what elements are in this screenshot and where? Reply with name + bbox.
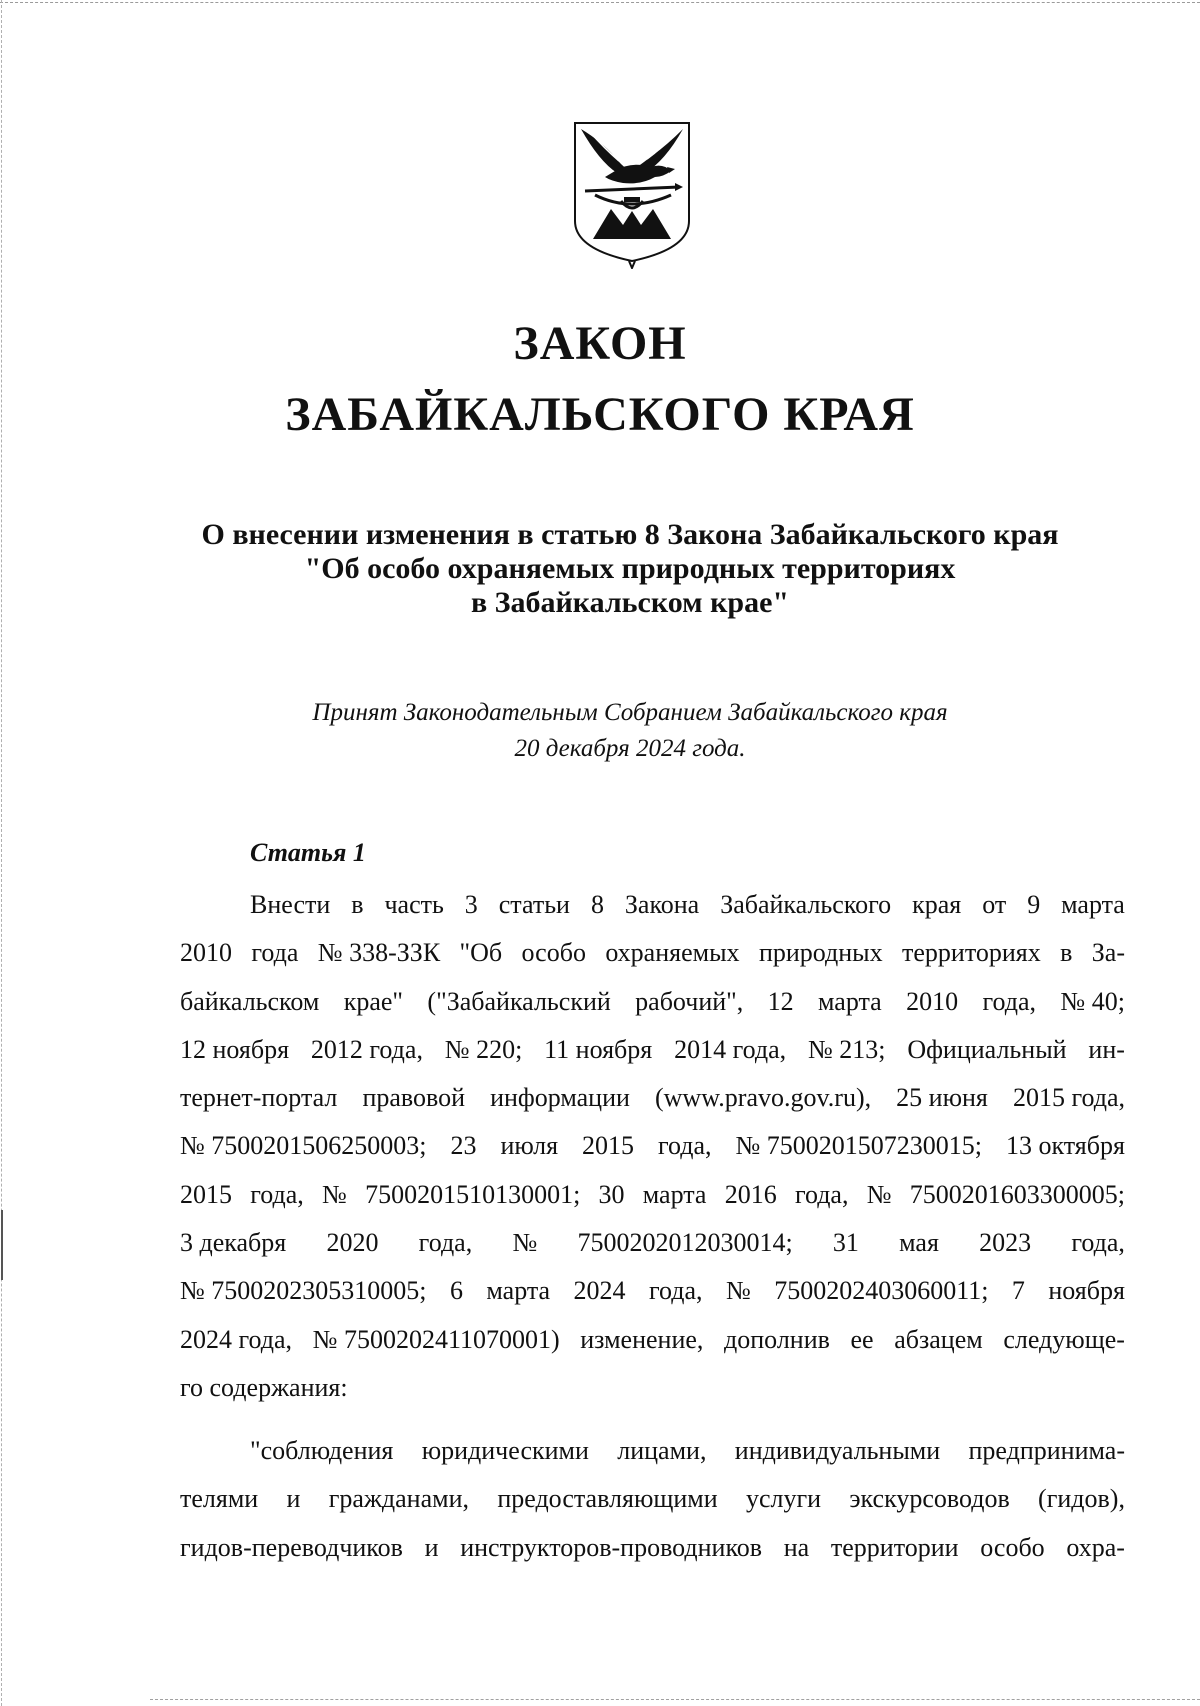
text-line bbox=[180, 978, 1125, 1026]
word: часть bbox=[384, 890, 444, 919]
word: 12 ноября bbox=[180, 1034, 290, 1064]
word: и bbox=[286, 1484, 301, 1514]
word: и bbox=[424, 1532, 439, 1562]
subtitle-line: "Об особо охраняемых природных территориях bbox=[304, 552, 956, 585]
word: № 213; bbox=[807, 1034, 886, 1064]
word: 2024 года, bbox=[180, 1324, 293, 1354]
text-line bbox=[180, 1074, 1125, 1122]
text-line bbox=[180, 1364, 1125, 1412]
word: края bbox=[912, 890, 962, 919]
word: марта bbox=[642, 1179, 707, 1209]
word: охра- bbox=[1066, 1532, 1125, 1562]
word: тернет-портал bbox=[180, 1083, 338, 1113]
word: июля bbox=[500, 1131, 559, 1161]
word: 7500201510130001; bbox=[365, 1179, 581, 1209]
word: года, bbox=[1071, 1228, 1125, 1258]
word: дополнив bbox=[724, 1324, 830, 1354]
text-line bbox=[180, 1122, 1125, 1170]
word: 2014 года, bbox=[674, 1034, 787, 1064]
word: байкальском bbox=[180, 986, 320, 1016]
text-line bbox=[180, 1219, 1125, 1267]
word: лицами, bbox=[617, 1436, 707, 1465]
word: го содержания: bbox=[180, 1372, 348, 1402]
word: года bbox=[251, 938, 299, 968]
scan-edge-top bbox=[0, 2, 1200, 3]
word: № 7500201507230015; bbox=[735, 1131, 982, 1161]
word: информации bbox=[490, 1083, 630, 1113]
word: № bbox=[322, 1179, 347, 1209]
text-line bbox=[180, 1427, 1125, 1475]
word: природных bbox=[758, 938, 883, 968]
word: мая bbox=[899, 1228, 939, 1258]
word: 2010 bbox=[906, 986, 959, 1016]
word: 8 bbox=[590, 890, 604, 919]
word: предпринима- bbox=[968, 1436, 1125, 1465]
word: № 220; bbox=[444, 1034, 523, 1064]
word: индивидуальными bbox=[734, 1436, 941, 1465]
word: года, bbox=[250, 1179, 304, 1209]
word: года, bbox=[657, 1131, 712, 1161]
text-line bbox=[180, 1475, 1125, 1523]
word: 7500202403060011; bbox=[774, 1276, 989, 1306]
word: 7 bbox=[1011, 1276, 1025, 1306]
article-paragraph bbox=[180, 881, 1125, 1412]
word: 30 bbox=[598, 1179, 625, 1209]
word: ее bbox=[850, 1324, 874, 1354]
word: № bbox=[512, 1228, 538, 1258]
word: 2015 bbox=[180, 1179, 232, 1209]
word: (www.pravo.gov.ru), bbox=[654, 1083, 872, 1113]
adoption-note bbox=[0, 695, 1200, 767]
word: охраняемых bbox=[605, 938, 740, 968]
word: гражданами, bbox=[328, 1484, 470, 1514]
word: "соблюдения bbox=[250, 1436, 394, 1465]
text-line bbox=[180, 1171, 1125, 1219]
word: Внести bbox=[250, 890, 331, 919]
word: года, bbox=[418, 1228, 473, 1258]
word: особо bbox=[980, 1532, 1045, 1562]
word: 23 bbox=[450, 1131, 477, 1161]
word: № 40; bbox=[1060, 986, 1125, 1016]
region-title: ЗАБАЙКАЛЬСКОГО КРАЯ bbox=[285, 388, 915, 441]
word: 25 июня bbox=[896, 1083, 988, 1113]
word: 6 bbox=[449, 1276, 463, 1306]
word: рабочий", bbox=[635, 986, 744, 1016]
word: ("Забайкальский bbox=[427, 986, 611, 1016]
subtitle-line: О внесении изменения в статью 8 Закона Забайкальского края bbox=[201, 518, 1059, 551]
word: юридическими bbox=[421, 1436, 589, 1465]
word: гидов-переводчиков bbox=[180, 1532, 403, 1562]
word: Забайкальского bbox=[720, 890, 892, 919]
word: № 338-ЗЗК bbox=[317, 938, 441, 968]
word: За- bbox=[1091, 938, 1125, 968]
word: территориях bbox=[902, 938, 1041, 968]
word: № bbox=[866, 1179, 892, 1209]
text-line bbox=[180, 1026, 1125, 1074]
word: 12 bbox=[767, 986, 794, 1016]
text-line bbox=[180, 1316, 1125, 1364]
text-line bbox=[180, 1524, 1125, 1572]
word: на bbox=[783, 1532, 810, 1562]
word: марта bbox=[486, 1276, 551, 1306]
word: 2016 bbox=[724, 1179, 777, 1209]
word: 31 bbox=[832, 1228, 859, 1258]
text-line bbox=[180, 1267, 1125, 1315]
zabaykalsky-krai-coat-of-arms-icon bbox=[571, 121, 693, 269]
word: 13 октября bbox=[1005, 1131, 1125, 1161]
word: телями bbox=[180, 1484, 259, 1514]
word: № 7500201506250003; bbox=[180, 1131, 427, 1161]
word: в bbox=[351, 890, 364, 919]
word: 2023 bbox=[979, 1228, 1032, 1258]
word: 7500202012030014; bbox=[577, 1228, 793, 1258]
word: статьи bbox=[498, 890, 570, 919]
scan-edge-left bbox=[1, 0, 2, 1706]
word: марта bbox=[818, 986, 882, 1016]
word: года, bbox=[794, 1179, 849, 1209]
word: ин- bbox=[1088, 1034, 1125, 1064]
word: 7500201603300005; bbox=[909, 1179, 1125, 1209]
word: услуги bbox=[745, 1484, 822, 1514]
word: следующе- bbox=[1003, 1324, 1125, 1354]
word: изменение, bbox=[580, 1324, 704, 1354]
word: марта bbox=[1061, 890, 1125, 919]
word: 9 bbox=[1027, 890, 1041, 919]
word: 2020 bbox=[326, 1228, 379, 1258]
word: (гидов), bbox=[1038, 1484, 1125, 1514]
word: инструкторов-проводников bbox=[460, 1532, 763, 1562]
text-line bbox=[180, 929, 1125, 977]
adoption-date: 20 декабря 2024 года. bbox=[514, 735, 746, 762]
law-subtitle bbox=[0, 518, 1200, 620]
word: 2015 bbox=[582, 1131, 635, 1161]
scan-mark bbox=[1, 1210, 3, 1280]
word: 2015 года, bbox=[1012, 1083, 1125, 1113]
word: № 7500202305310005; bbox=[180, 1276, 427, 1306]
adoption-line: Принят Законодательным Собранием Забайкальского края bbox=[312, 699, 948, 726]
scan-edge-bottom bbox=[150, 1699, 1200, 1700]
word: 2010 bbox=[180, 938, 232, 968]
word: территории bbox=[830, 1532, 959, 1562]
word: особо bbox=[521, 938, 586, 968]
word: Официальный bbox=[907, 1034, 1067, 1064]
word: 11 ноября bbox=[544, 1034, 653, 1064]
word: Закона bbox=[624, 890, 700, 919]
law-title: ЗАКОН bbox=[513, 317, 687, 370]
word: "Об bbox=[459, 938, 503, 968]
word: № 7500202411070001) bbox=[312, 1324, 560, 1354]
word: 3 декабря bbox=[180, 1228, 287, 1258]
word: № bbox=[725, 1276, 751, 1306]
word: года, bbox=[648, 1276, 703, 1306]
word: ноября bbox=[1048, 1276, 1125, 1306]
word: предоставляющими bbox=[497, 1484, 718, 1514]
word: 2024 bbox=[573, 1276, 626, 1306]
word: в bbox=[1060, 938, 1073, 968]
word: 2012 года, bbox=[310, 1034, 423, 1064]
word: года, bbox=[982, 986, 1037, 1016]
text-line bbox=[180, 881, 1125, 929]
word: 3 bbox=[464, 890, 478, 919]
word: крае" bbox=[343, 986, 404, 1016]
article-heading: Статья 1 bbox=[250, 838, 366, 867]
word: правовой bbox=[362, 1083, 466, 1113]
word: от bbox=[982, 890, 1007, 919]
subtitle-line: в Забайкальском крае" bbox=[470, 586, 790, 619]
word: абзацем bbox=[894, 1324, 983, 1354]
word: экскурсоводов bbox=[849, 1484, 1010, 1514]
article-paragraph-quote bbox=[180, 1427, 1125, 1572]
